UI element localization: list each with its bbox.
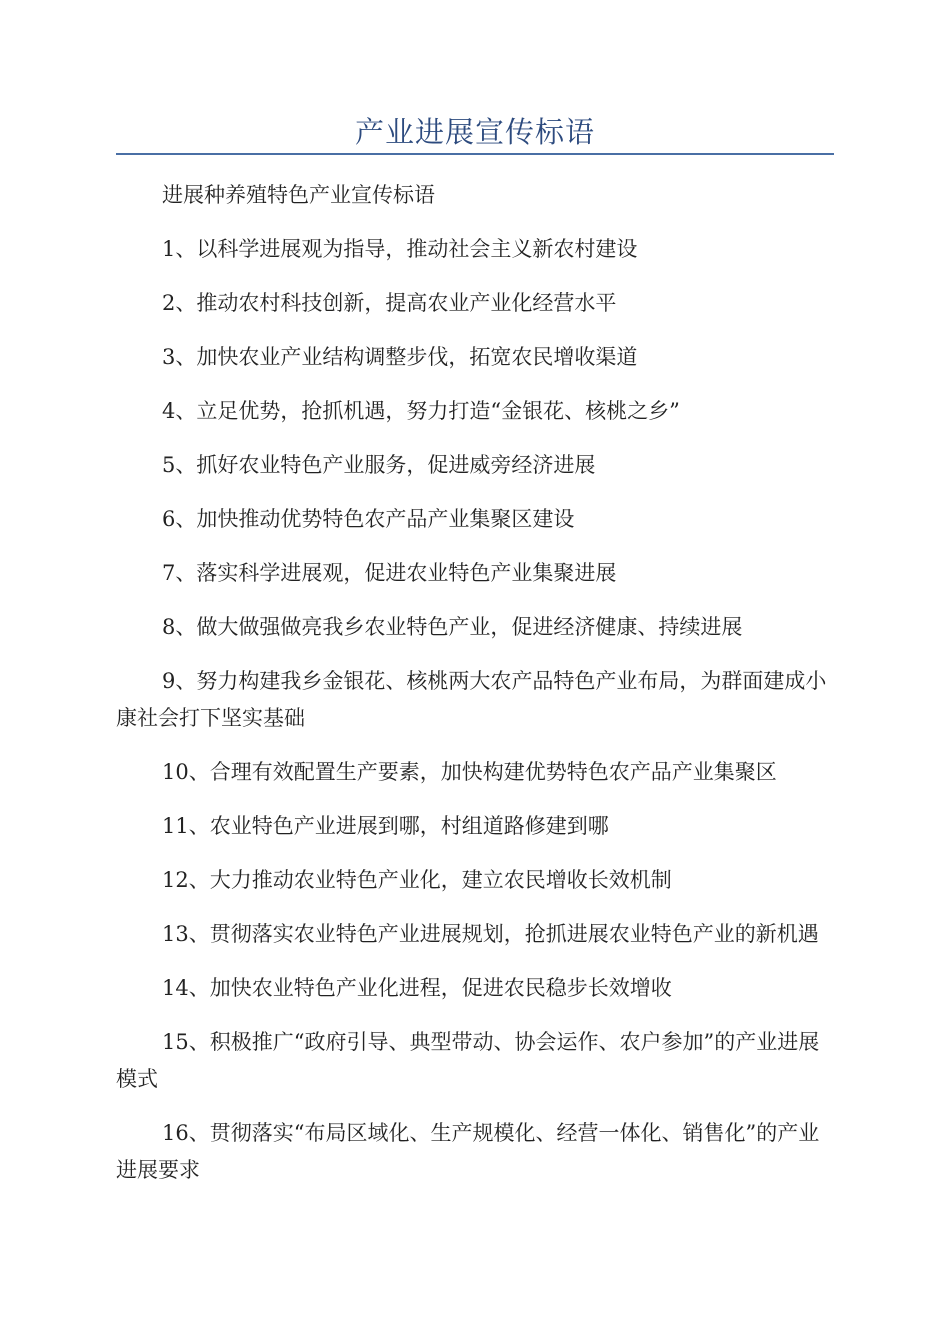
slogan-item: 5、抓好农业特色产业服务，促进威旁经济进展	[162, 453, 596, 477]
slogan-item: 8、做大做强做亮我乡农业特色产业，促进经济健康、持续进展	[162, 615, 743, 639]
subtitle-paragraph: 进展种养殖特色产业宣传标语	[162, 183, 435, 207]
slogan-item: 13、贯彻落实农业特色产业进展规划，抢抓进展农业特色产业的新机遇	[162, 922, 819, 946]
slogan-item: 1、以科学进展观为指导，推动社会主义新农村建设	[162, 237, 638, 261]
slogan-item: 12、大力推动农业特色产业化，建立农民增收长效机制	[162, 868, 672, 892]
slogan-item: 3、加快农业产业结构调整步伐，拓宽农民增收渠道	[162, 345, 638, 369]
slogan-item: 11、农业特色产业进展到哪，村组道路修建到哪	[162, 814, 609, 838]
slogan-item: 10、合理有效配置生产要素，加快构建优势特色农产品产业集聚区	[162, 760, 777, 784]
page-title: 产业进展宣传标语	[354, 115, 595, 149]
slogan-item: 4、立足优势，抢抓机遇，努力打造“金银花、核桃之乡”	[162, 399, 680, 423]
document-body	[116, 177, 834, 1206]
slogan-item: 9、努力构建我乡金银花、核桃两大农产品特色产业布局，为群面建成小康社会打下坚实基础	[116, 669, 827, 730]
slogan-item: 16、贯彻落实“布局区域化、生产规模化、经营一体化、销售化”的产业进展要求	[116, 1121, 820, 1182]
title-underline	[116, 153, 834, 155]
slogan-item: 2、推动农村科技创新，提高农业产业化经营水平	[162, 291, 617, 315]
slogan-item: 6、加快推动优势特色农产品产业集聚区建设	[162, 507, 575, 531]
slogan-item: 15、积极推广“政府引导、典型带动、协会运作、农户参加”的产业进展模式	[116, 1030, 820, 1091]
slogan-item: 7、落实科学进展观，促进农业特色产业集聚进展	[162, 561, 617, 585]
slogan-item: 14、加快农业特色产业化进程，促进农民稳步长效增收	[162, 976, 672, 1000]
